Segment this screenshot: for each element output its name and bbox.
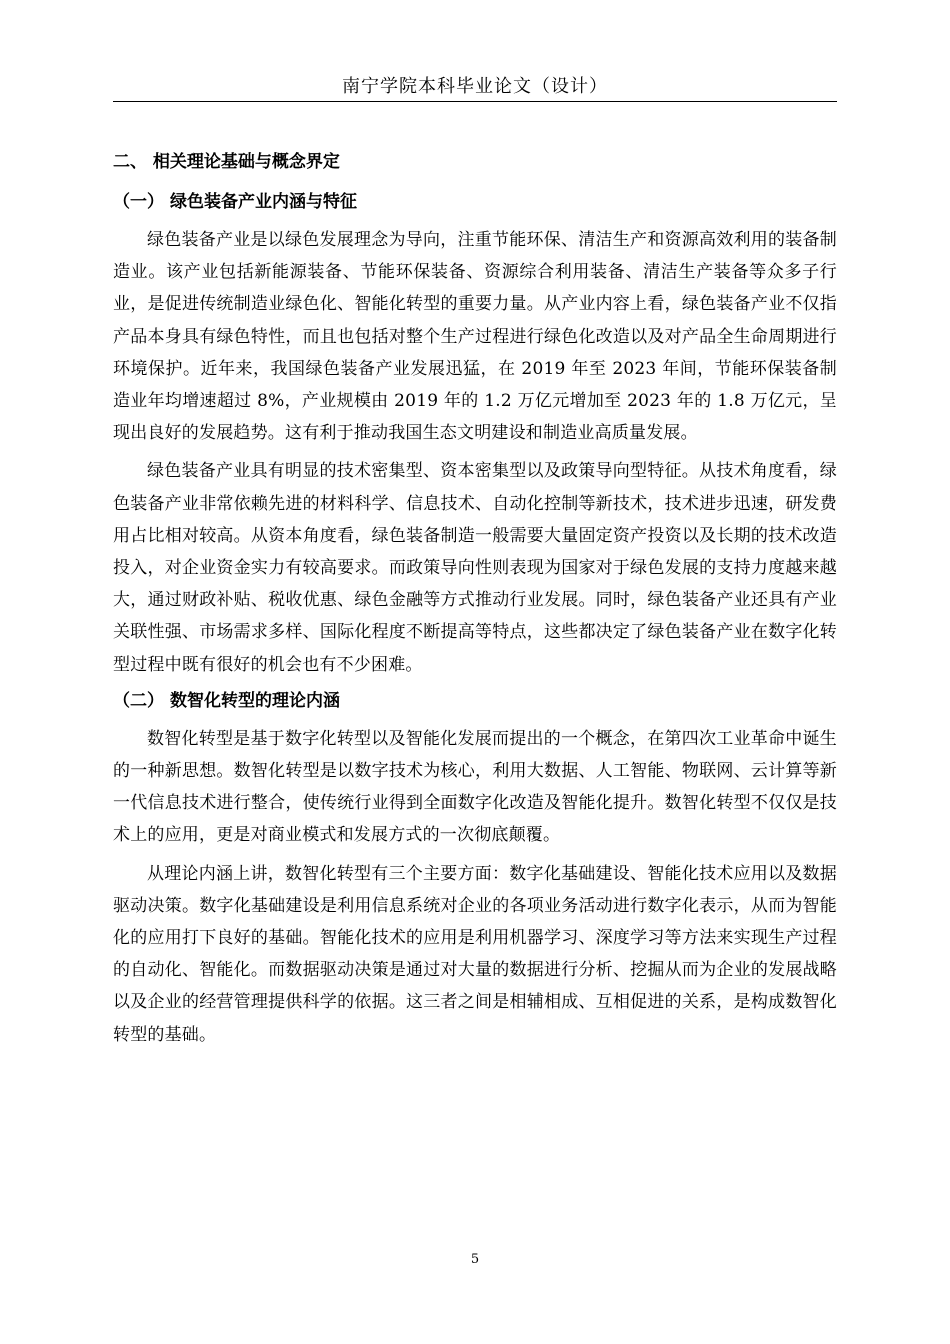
subsection-title: 绿色装备产业内涵与特征 [170,192,357,212]
page-number: 5 [470,1252,480,1267]
section-heading: 二、 相关理论基础与概念界定 [113,152,340,172]
body-paragraph: 数智化转型是基于数字化转型以及智能化发展而提出的一个概念，在第四次工业革命中诞生的一种新思想。数智化转型是以数字技术为核心，利用大数据、人工智能、物联网、云计算等新一代信息技术进行整合，使传统行业得到全面数字化改造及智能化提升。数智化转型不仅仅是技术上的应用，更是对商业模式和发展方式的一次彻底颠覆。 [113,728,837,846]
subsection-number: （一） [113,192,164,212]
body-paragraph: 绿色装备产业具有明显的技术密集型、资本密集型以及政策导向型特征。从技术角度看，绿色装备产业非常依赖先进的材料科学、信息技术、自动化控制等新技术，技术进步迅速，研发费用占比相对较高。从资本角度看，绿色装备制造一般需要大量固定资产投资以及长期的技术改造投入，对企业资金实力有较高要求。而政策导向性则表现为国家对于绿色发展的支持力度越来越大，通过财政补贴、税收优惠、绿色金融等方式推动行业发展。同时，绿色装备产业还具有产业关联性强、市场需求多样、国际化程度不断提高等特点，这些都决定了绿色装备产业在数字化转型过程中既有很好的机会也有不少困难。 [113,461,837,675]
subsection-title: 数智化转型的理论内涵 [170,690,340,711]
body-paragraph: 绿色装备产业是以绿色发展理念为导向，注重节能环保、清洁生产和资源高效利用的装备制造业。该产业包括新能源装备、节能环保装备、资源综合利用装备、清洁生产装备等众多子行业，是促进传统制造业绿色化、智能化转型的重要力量。从产业内容上看，绿色装备产业不仅指产品本身具有绿色特性，而且也包括对整个生产过程进行绿色化改造以及对产品全生命周期进行环境保护。近年来，我国绿色装备产业发展迅猛，在 2019 年至 2023 年间，节能环保装备制造业年均增速超过 8%，产业规模由 2019 年的 1.2 万亿元增加至 2023 年的 1.8 万亿元，呈现出良好的发展趋势。这有利于推动我国生态文明建设和制造业高质量发展。 [113,230,837,444]
header-divider [113,101,837,102]
page-header-title: 南宁学院本科毕业论文（设计） [342,76,608,97]
page-body [113,148,837,1057]
subsection-number: （二） [113,690,164,711]
subsection-heading-2 [113,687,837,715]
body-paragraph: 从理论内涵上讲，数智化转型有三个主要方面：数字化基础建设、智能化技术应用以及数据驱动决策。数字化基础建设是利用信息系统对企业的各项业务活动进行数字化表示，从而为智能化的应用打下良好的基础。智能化技术的应用是利用机器学习、深度学习等方法来实现生产过程的自动化、智能化。而数据驱动决策是通过对大量的数据进行分析、挖掘从而为企业的发展战略以及企业的经营管理提供科学的依据。这三者之间是相辅相成、互相促进的关系，是构成数智化转型的基础。 [113,863,837,1045]
subsection-heading-1 [113,188,837,216]
